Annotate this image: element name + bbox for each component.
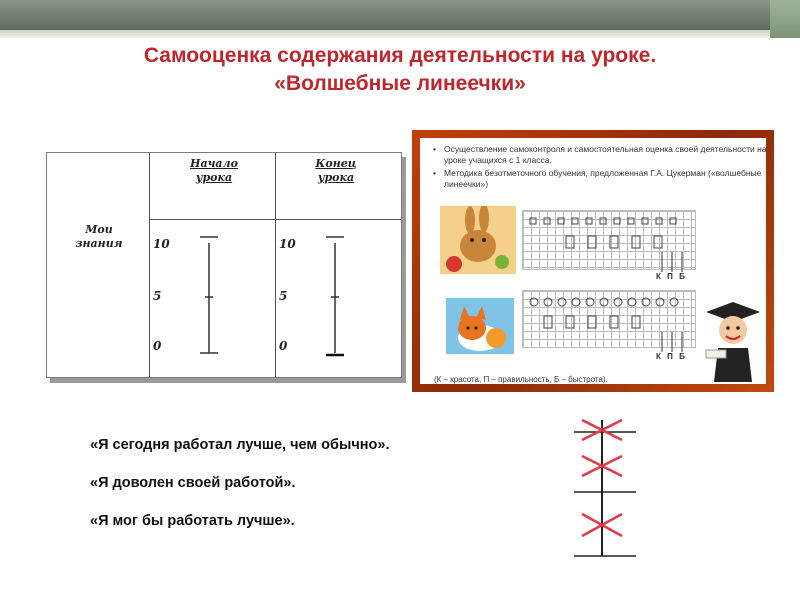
top-decor-accent [770,0,800,38]
ruler-lesson-start [197,235,221,357]
quote-better-than-usual: «Я сегодня работал лучше, чем обычно». [90,437,390,453]
quote-satisfied: «Я доволен своей работой». [90,475,296,491]
table-col-divider-2 [275,153,276,377]
scale-10-end: 10 [279,237,296,251]
table-header-divider [149,219,401,220]
fox-illustration [446,298,514,354]
magic-ruler-crosses [560,412,650,562]
panel-legend: (К – красота, П – правильность, Б – быстрота). [434,375,608,384]
col-header-lesson-end: Конец урока [315,157,357,184]
row-label-my-knowledge: Мои знания [75,223,123,250]
kpb-label-2: К П Б [656,352,687,361]
ruler-lesson-end [323,235,347,359]
slide-title [0,42,800,98]
methodology-picture-panel [412,130,774,392]
rabbit-illustration [440,206,516,274]
self-assessment-table [46,152,402,378]
table-col-divider-1 [149,153,150,377]
scale-0-end: 0 [279,339,288,353]
quotes-list [90,436,389,550]
scale-10-start: 10 [153,237,170,251]
bullet-method: • Методика безотметочного обучения, предложенная Г.А. Цукерман («волшебные линеечки») [438,168,770,190]
methodology-bullets [428,144,770,192]
quote-could-do-better: «Я мог бы работать лучше». [90,513,295,529]
scale-5-end: 5 [279,289,288,303]
bullet-self-control: • Осуществление самоконтроля и самостоятельная оценка своей деятельности на уроке учащихся с 1 класса. [438,144,770,166]
top-decor-line [0,30,770,38]
kpb-label-1: К П Б [656,272,687,281]
slide-title-line2: «Волшебные линеечки» [274,72,526,95]
graduate-illustration [704,302,762,382]
panel-inner [420,138,766,384]
scale-5-start: 5 [153,289,162,303]
slide-title-line1: Самооценка содержания деятельности на уроке. [143,44,657,67]
scale-0-start: 0 [153,339,162,353]
col-header-lesson-start: Начало урока [190,157,238,184]
top-decor-bar [0,0,800,30]
